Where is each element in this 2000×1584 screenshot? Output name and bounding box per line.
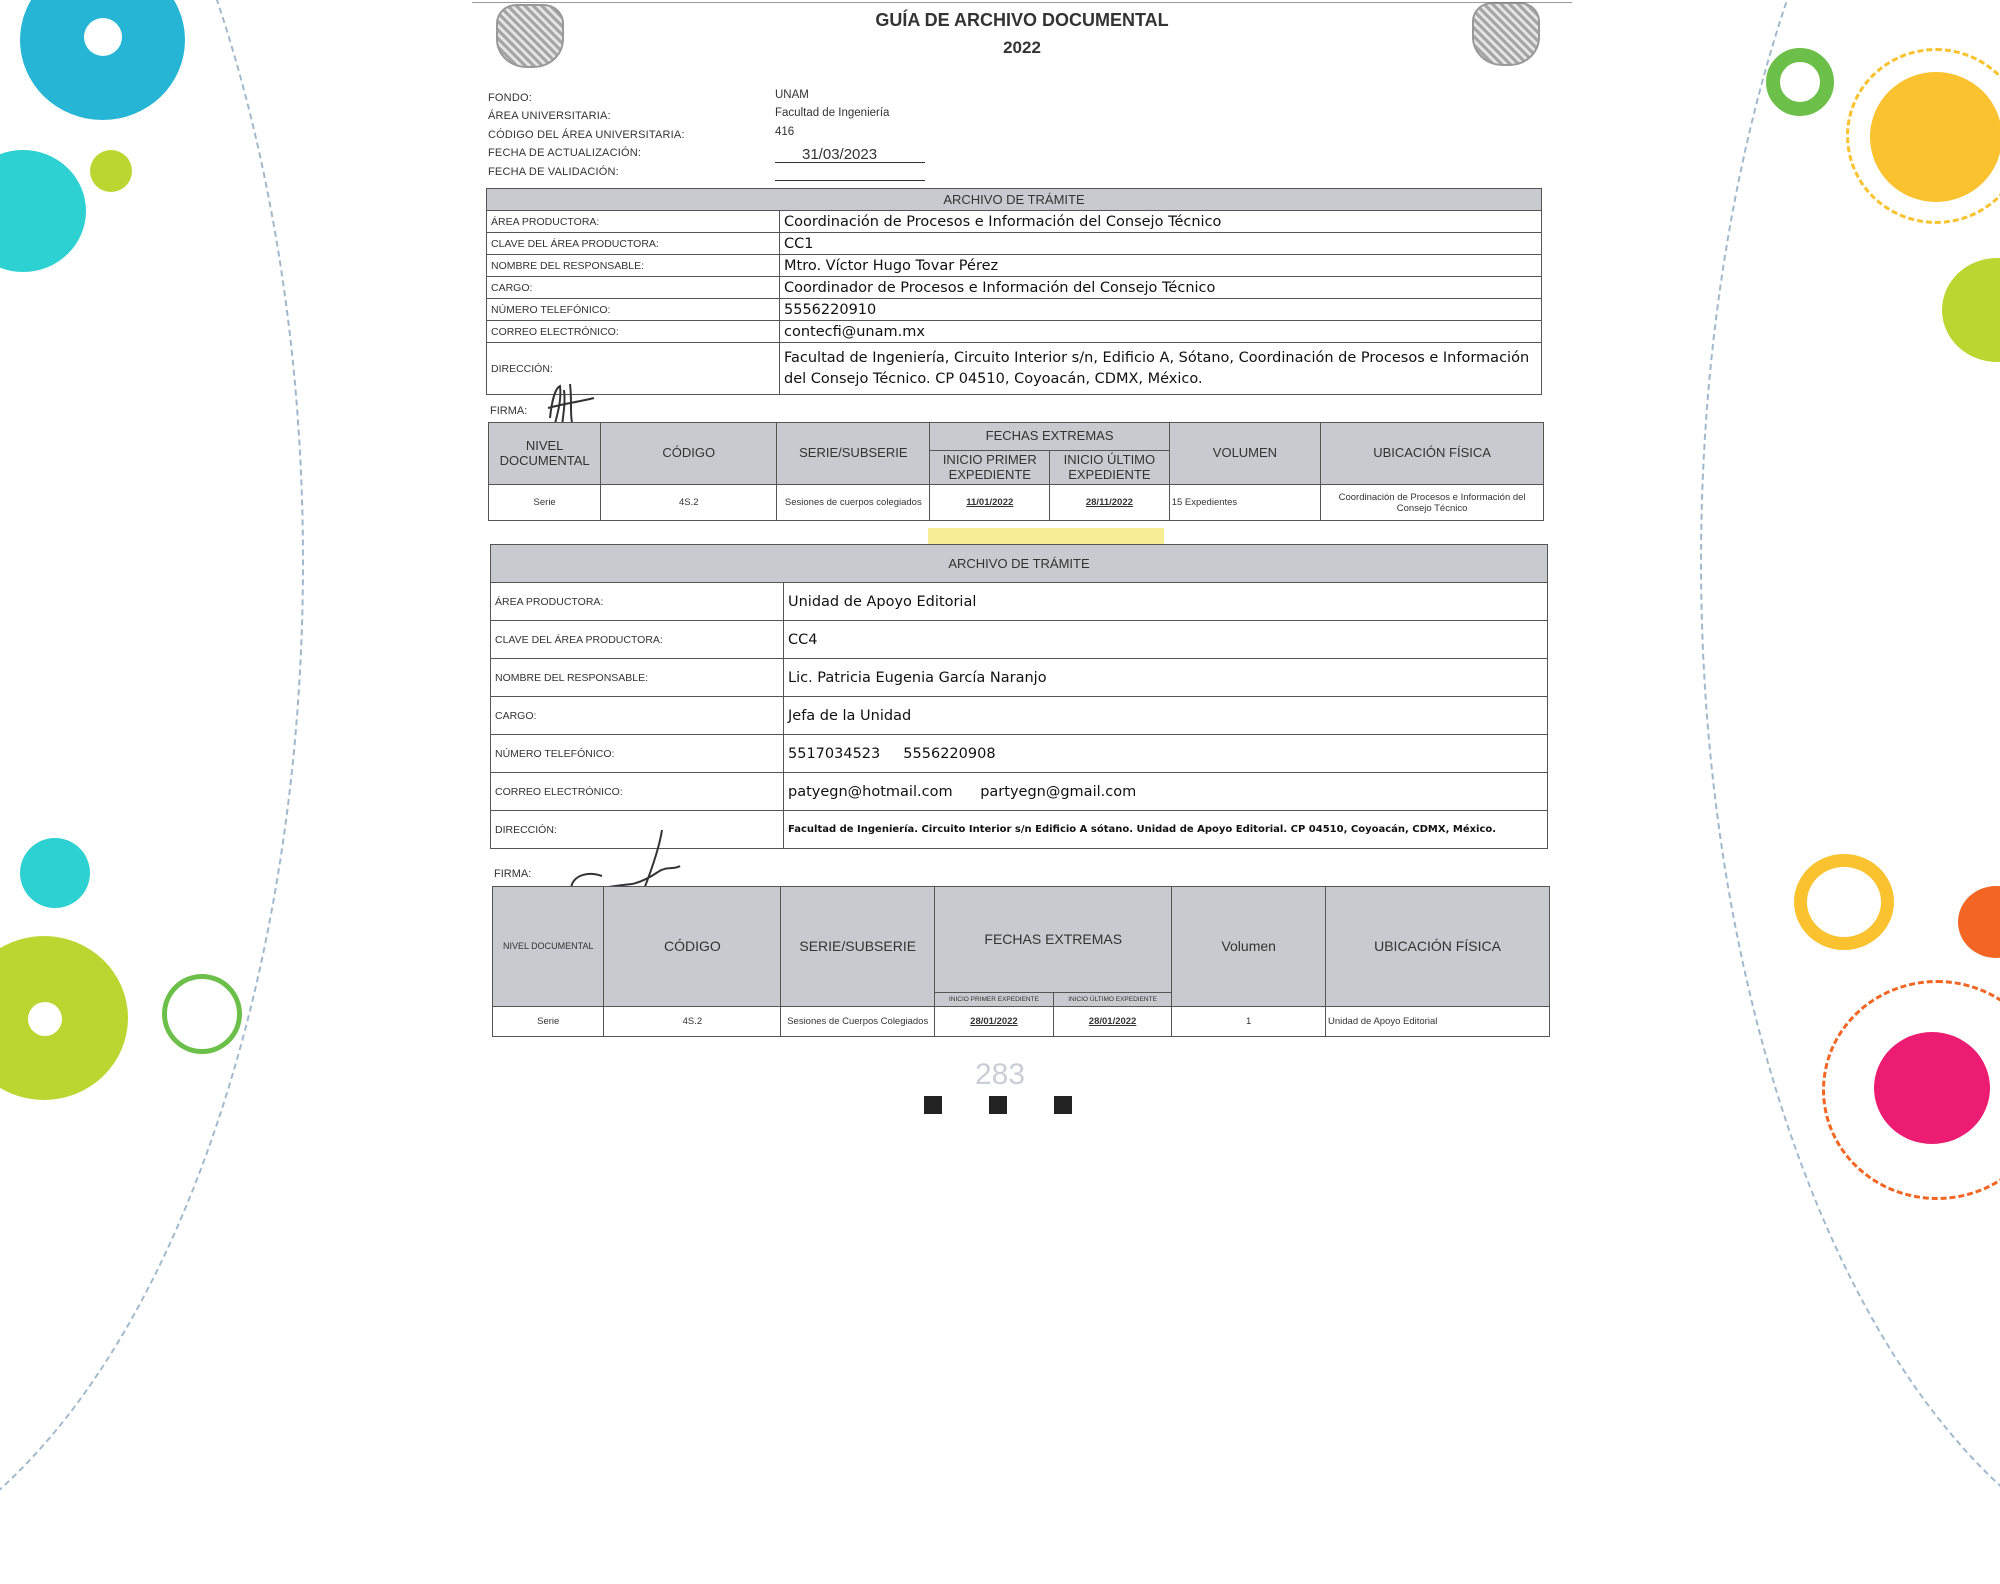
t1-h-fechas: FECHAS EXTREMAS (930, 423, 1169, 451)
s1-value-telefono: 5556220910 (780, 299, 1542, 321)
s1-value-direccion: Facultad de Ingeniería, Circuito Interior s/n, Edificio A, Sótano, Coordinación de Procesos e Información del Consejo Técnico. CP 04510, Coyoacán, CDMX, México. (780, 343, 1542, 395)
white-dot-decoration (28, 1002, 62, 1036)
meta-label-validacion: FECHA DE VALIDACIÓN: (488, 166, 619, 178)
t1-h-inicio-ultimo: INICIO ÚLTIMO EXPEDIENTE (1050, 451, 1170, 485)
s1-value-clave: CC1 (780, 233, 1542, 255)
yellow-circle-decoration (1870, 72, 2000, 202)
t2-cell-inicio-ultimo: 28/01/2022 (1053, 1007, 1172, 1037)
document-title: GUÍA DE ARCHIVO DOCUMENTAL (875, 10, 1169, 30)
green-ring-decoration (1766, 48, 1834, 116)
white-dot-decoration (84, 18, 122, 56)
s1-value-area: Coordinación de Procesos e Información del Consejo Técnico (780, 211, 1542, 233)
t1-cell-inicio-primer: 11/01/2022 (930, 485, 1050, 521)
s2-label-correo: CORREO ELECTRÓNICO: (491, 773, 784, 811)
t1-cell-codigo: 4S.2 (601, 485, 777, 521)
section1-header: ARCHIVO DE TRÁMITE (487, 189, 1542, 211)
s2-value-area: Unidad de Apoyo Editorial (784, 583, 1548, 621)
document-sheet (472, 0, 1572, 1050)
green-ring-decoration (162, 974, 242, 1054)
t2-cell-serie: Sesiones de Cuerpos Colegiados (781, 1007, 935, 1037)
t2-h-nivel: NIVEL DOCUMENTAL (493, 887, 604, 1007)
t2-h-ubicacion: UBICACIÓN FÍSICA (1326, 887, 1550, 1007)
t1-cell-serie: Sesiones de cuerpos colegiados (777, 485, 930, 521)
t2-cell-volumen: 1 (1172, 1007, 1326, 1037)
s1-label-telefono: NÚMERO TELEFÓNICO: (487, 299, 780, 321)
meta-label-codigo: CÓDIGO DEL ÁREA UNIVERSITARIA: (488, 129, 685, 141)
pink-circle-decoration (1874, 1032, 1990, 1144)
s1-value-correo: contecfi@unam.mx (780, 321, 1542, 343)
s1-value-nombre: Mtro. Víctor Hugo Tovar Pérez (780, 255, 1542, 277)
meta-value-codigo: 416 (775, 126, 795, 138)
s1-label-correo: CORREO ELECTRÓNICO: (487, 321, 780, 343)
t1-cell-inicio-ultimo: 28/11/2022 (1050, 485, 1170, 521)
s2-value-telefono: 5517034523 5556220908 (784, 735, 1548, 773)
nav-square-icon (924, 1096, 942, 1114)
yellow-ring-decoration (1794, 854, 1894, 950)
nav-square-icon (989, 1096, 1007, 1114)
t1-h-ubicacion: UBICACIÓN FÍSICA (1321, 423, 1544, 485)
t2-cell-inicio-primer: 28/01/2022 (935, 1007, 1054, 1037)
t1-h-serie: SERIE/SUBSERIE (777, 423, 930, 485)
s2-label-area: ÁREA PRODUCTORA: (491, 583, 784, 621)
t2-h-serie: SERIE/SUBSERIE (781, 887, 935, 1007)
s1-label-nombre: NOMBRE DEL RESPONSABLE: (487, 255, 780, 277)
s1-label-area: ÁREA PRODUCTORA: (487, 211, 780, 233)
s1-label-direccion: DIRECCIÓN: (487, 343, 780, 395)
page-number: 283 (974, 1058, 1026, 1091)
t1-cell-ubicacion: Coordinación de Procesos e Información del Consejo Técnico (1321, 485, 1544, 521)
teal-dot-decoration (20, 838, 90, 908)
meta-label-actualizacion: FECHA DE ACTUALIZACIÓN: (488, 147, 642, 159)
t1-h-volumen: VOLUMEN (1169, 423, 1320, 485)
meta-label-fondo: FONDO: (488, 92, 532, 104)
right-dashed-arc (1700, 0, 2000, 1584)
lime-dot-decoration (90, 150, 132, 192)
t1-h-inicio-primer: INICIO PRIMER EXPEDIENTE (930, 451, 1050, 485)
top-edge-line (472, 2, 1572, 3)
t1-cell-volumen: 15 Expedientes (1169, 485, 1320, 521)
actualizacion-underline (775, 162, 925, 163)
meta-value-fondo: UNAM (775, 89, 809, 101)
t2-cell-nivel: Serie (493, 1007, 604, 1037)
t1-h-codigo: CÓDIGO (601, 423, 777, 485)
t2-h-fechas: FECHAS EXTREMAS (935, 887, 1172, 993)
s2-label-clave: CLAVE DEL ÁREA PRODUCTORA: (491, 621, 784, 659)
section1-series-table (488, 422, 1544, 521)
s2-label-cargo: CARGO: (491, 697, 784, 735)
s2-label-direccion: DIRECCIÓN: (491, 811, 784, 849)
nav-square-icon (1054, 1096, 1072, 1114)
t2-cell-codigo: 4S.2 (604, 1007, 781, 1037)
s2-label-nombre: NOMBRE DEL RESPONSABLE: (491, 659, 784, 697)
s2-value-nombre: Lic. Patricia Eugenia García Naranjo (784, 659, 1548, 697)
meta-value-actualizacion: 31/03/2023 (802, 146, 878, 163)
yellow-highlight (928, 528, 1164, 544)
t1-cell-nivel: Serie (489, 485, 601, 521)
s2-value-correo: patyegn@hotmail.com partyegn@gmail.com (784, 773, 1548, 811)
s1-label-clave: CLAVE DEL ÁREA PRODUCTORA: (487, 233, 780, 255)
t2-h-inicio-primer: INICIO PRIMER EXPEDIENTE (935, 993, 1054, 1007)
s2-value-direccion: Facultad de Ingeniería. Circuito Interior s/n Edificio A sótano. Unidad de Apoyo Editorial. CP 04510, Coyoacán, CDMX, México. (784, 811, 1548, 849)
s1-value-cargo: Coordinador de Procesos e Información del Consejo Técnico (780, 277, 1542, 299)
t1-h-nivel: NIVEL DOCUMENTAL (489, 423, 601, 485)
s2-firma-label: FIRMA: (494, 868, 532, 880)
document-year: 2022 (1003, 38, 1041, 57)
meta-value-area: Facultad de Ingeniería (775, 107, 890, 119)
t2-h-volumen: Volumen (1172, 887, 1326, 1007)
section2-header: ARCHIVO DE TRÁMITE (491, 545, 1548, 583)
validacion-underline (775, 180, 925, 181)
s2-value-cargo: Jefa de la Unidad (784, 697, 1548, 735)
meta-label-area: ÁREA UNIVERSITARIA: (488, 110, 611, 122)
s1-label-cargo: CARGO: (487, 277, 780, 299)
section2-info-table (490, 544, 1548, 849)
s2-value-clave: CC4 (784, 621, 1548, 659)
s2-label-telefono: NÚMERO TELEFÓNICO: (491, 735, 784, 773)
t2-h-inicio-ultimo: INICIO ÚLTIMO EXPEDIENTE (1053, 993, 1172, 1007)
t2-h-codigo: CÓDIGO (604, 887, 781, 1007)
section2-series-table (492, 886, 1550, 1037)
t2-cell-ubicacion: Unidad de Apoyo Editorial (1326, 1007, 1550, 1037)
section1-info-table (486, 188, 1542, 395)
s1-firma-label: FIRMA: (490, 405, 528, 417)
